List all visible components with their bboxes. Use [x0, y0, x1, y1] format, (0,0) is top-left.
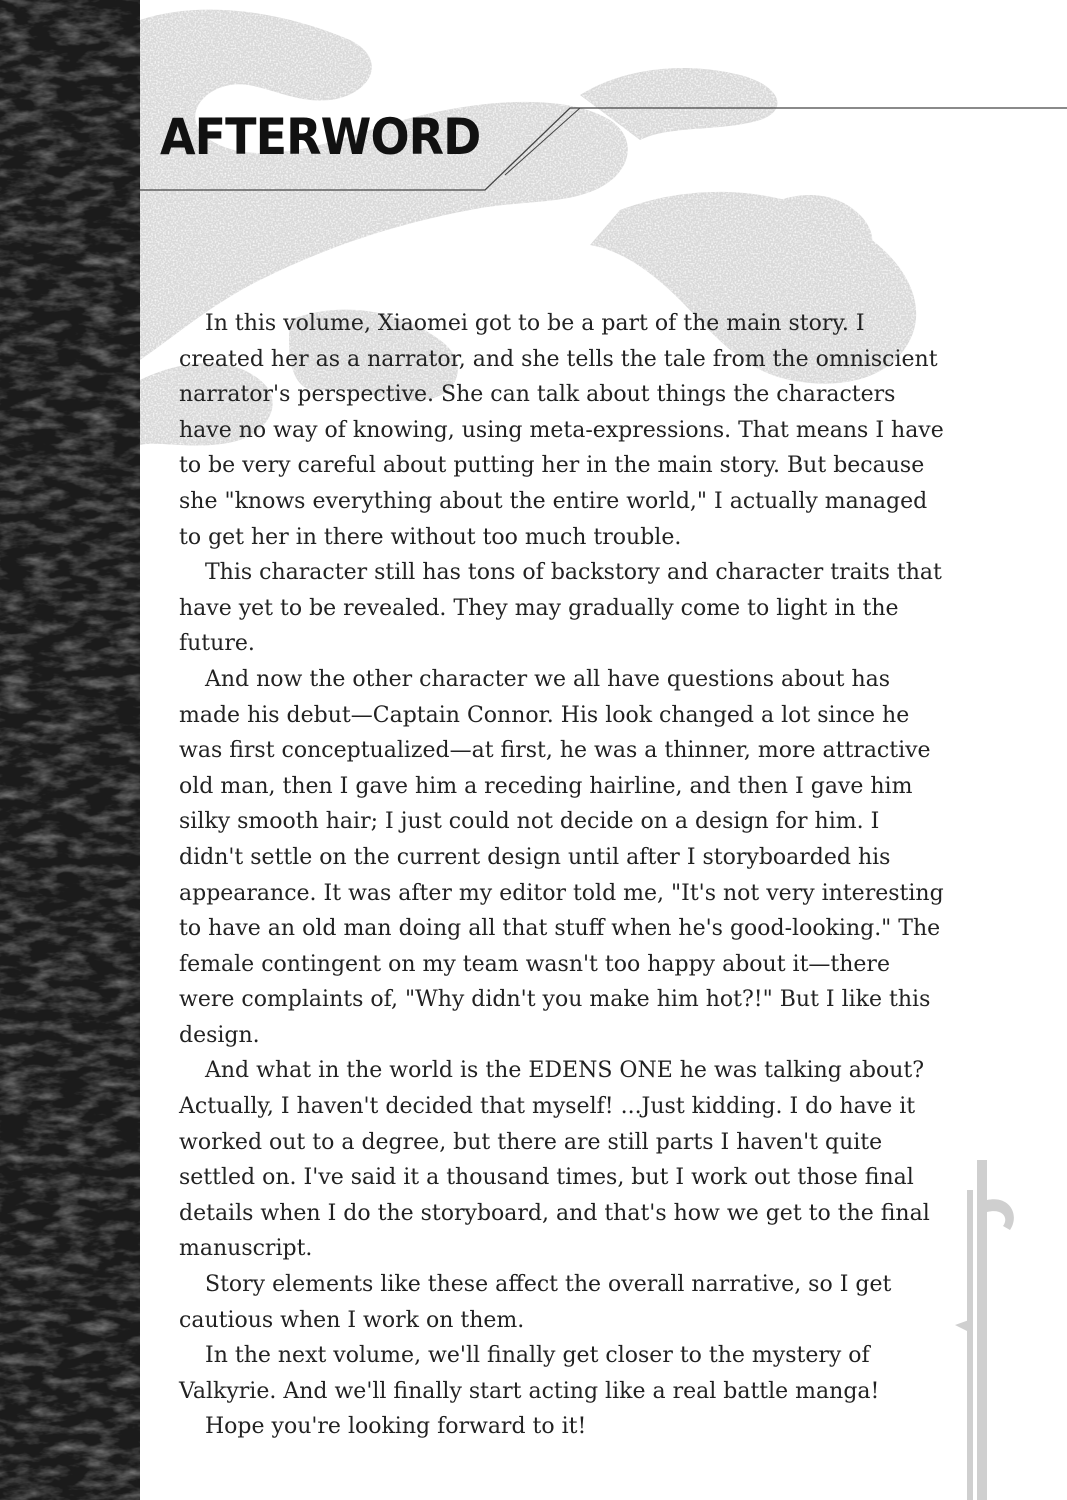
header-divider-lines	[140, 0, 1067, 200]
paragraph: Hope you're looking forward to it!	[205, 1414, 587, 1440]
paragraph: In the next volume, we'll finally get closer to the mystery of Valkyrie. And we'll finally start acting like a real battle manga!	[179, 1343, 880, 1404]
paragraph: And now the other character we all have questions about has made his debut—Captain Connor. His look changed a lot since he was first conceptualized—at first, he was a thinner, more attractive old man, then I gave him a receding hairline, and then I gave him silky smooth hair; I just could not decide on a design for him. I didn't settle on the current design until after I storyboarded his appearance. It was after my editor told me, "It's not very interesting to have an old man doing all that stuff when he's good-looking." The female contingent on my team wasn't too happy about it—there were complaints of, "Why didn't you make him hot?!" But I like this design.	[179, 666, 944, 1048]
sword-ornament-icon	[955, 1160, 1025, 1500]
left-decorative-band	[0, 0, 140, 1500]
page-title: AFTERWORD	[160, 108, 481, 166]
paragraph: Story elements like these affect the overall narrative, so I get cautious when I work on them.	[179, 1272, 892, 1333]
paragraph: This character still has tons of backstory and character traits that have yet to be revealed. They may gradually come to light in the future.	[179, 560, 942, 657]
afterword-body	[179, 306, 949, 1445]
paragraph: In this volume, Xiaomei got to be a part of the main story. I created her as a narrator, and she tells the tale from the omniscient narrator's perspective. She can talk about things the characters have no way of knowing, using meta-expressions. That means I have to be very careful about putting her in the main story. But because she "knows everything about the entire world," I actually managed to get her in there without too much trouble.	[179, 311, 944, 550]
paragraph: And what in the world is the EDENS ONE he was talking about? Actually, I haven't decided that myself! ...Just kidding. I do have it worked out to a degree, but there are still parts I haven't quite settled on. I've said it a thousand times, but I work out those final details when I do the storyboard, and that's how we get to the final manuscript.	[179, 1058, 930, 1262]
